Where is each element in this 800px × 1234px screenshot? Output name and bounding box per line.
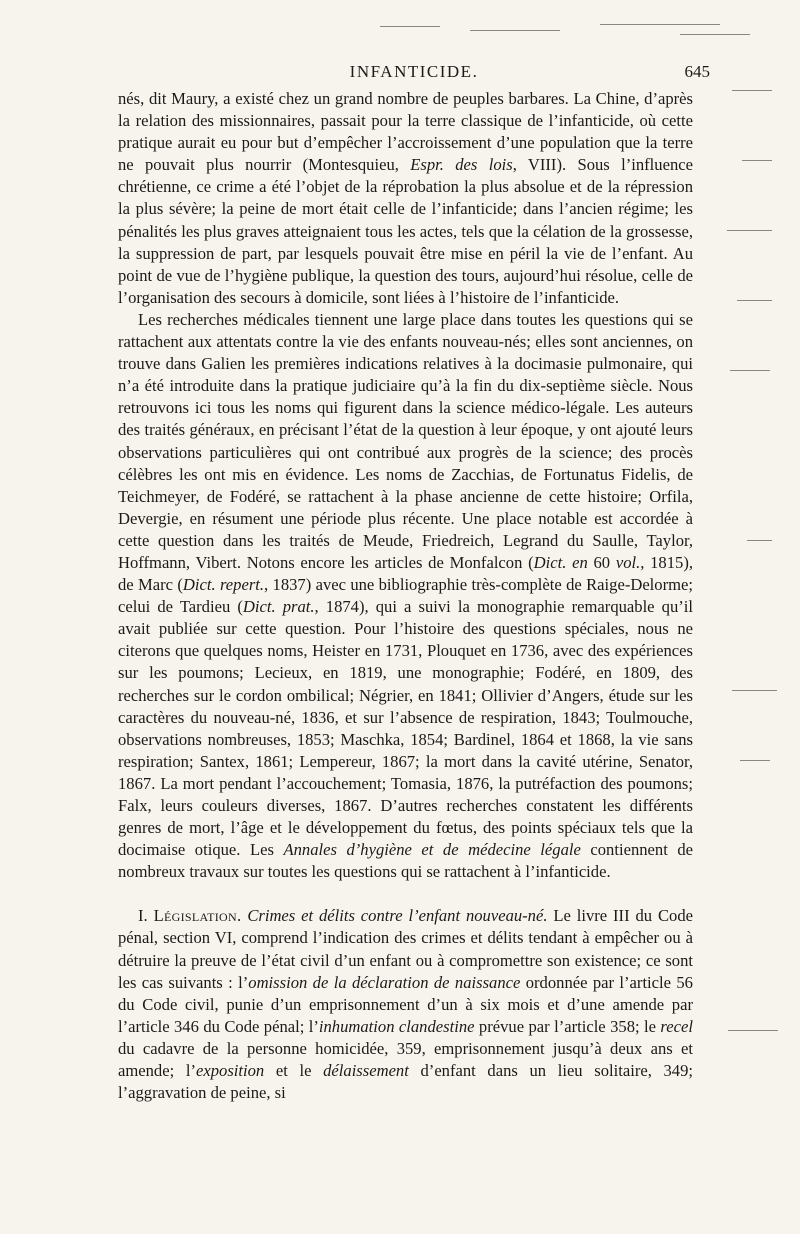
- italic-run: Espr. des lois: [410, 155, 513, 175]
- italic-run: inhumation clandestine: [318, 1016, 475, 1036]
- text-run: , 1837) avec une bibliographie très-complète de Raige-Delorme; celui de Tardieu (: [118, 575, 694, 617]
- paragraph: [118, 309, 693, 883]
- text-run: nés, dit Maury, a existé chez un grand nombre de peuples barbares. La Chine, d’après la relation des missionnaires, passait pour la terre classique de l’infanticide, où cette pratique aurait eu pour but d’empêcher l’accroissement d’une population que la terre ne pouvait plus nourrir (Montesquieu,: [118, 89, 693, 175]
- italic-run: omission de la déclaration de naissance: [248, 972, 521, 992]
- running-title: INFANTICIDE.: [349, 62, 479, 81]
- italic-run: vol.: [615, 552, 641, 572]
- italic-run: Dict. prat.: [242, 597, 315, 617]
- text-run: , 1815), de Marc (: [118, 552, 693, 595]
- text-run: contiennent de nombreux travaux sur toutes les questions qui se rattachent à l’infanticide.: [118, 840, 694, 882]
- paragraph: [118, 88, 693, 309]
- text-run: du cadavre de la personne homicidée, 359, emprisonnement jusqu’à deux ans et amende; l’: [118, 1038, 693, 1081]
- text-run: prévue par l’article 358; le: [474, 1016, 661, 1036]
- text-run: ordonnée par l’article 56 du Code civil, punie d’un emprisonnement d’un à six mois et d’une amende par l’article 346 du Code pénal; l’: [118, 972, 693, 1036]
- italic-run: Crimes et délits contre l’enfant nouveau-né.: [247, 906, 548, 926]
- body-text: [118, 88, 693, 1104]
- italic-run: Dict. repert.: [182, 575, 265, 595]
- italic-run: recel: [660, 1016, 693, 1036]
- text-run: , VIII). Sous l’influence chrétienne, ce crime a été l’objet de la réprobation la plus absolue et de la répression la plus sévère; la peine de mort était celle de l’infanticide; dans l’ancien régime; les pénalités les plus graves atteignaient tous les actes, tels que la célation de la grossesse, la suppression de part, par lesquels pouvait être mise en péril la vie de l’enfant. Au point de vue de l’hygiène publique, la question des tours, aujourd’hui résolue, celle de l’organisation des secours à domicile, sont liées à l’histoire de l’infanticide.: [118, 155, 693, 307]
- smallcaps-run: Législation.: [153, 906, 242, 926]
- text-run: Le livre III du Code pénal, section VI, comprend l’indication des crimes et délits tendant à empêcher ou à détruire la preuve de l’état civil d’un enfant ou à compromettre son existence; ce sont les cas suivants : l’: [118, 906, 693, 992]
- text-run: I.: [138, 906, 154, 926]
- italic-run: exposition: [196, 1061, 265, 1081]
- text-run: , 1874), qui a suivi la monographie remarquable qu’il avait publiée sur cette question. Pour l’histoire des questions spéciales, nous ne citerons que quelques noms, Heister en 1731, Plouquet en 1736, avec des expériences sur les poumons; Lecieux, en 1819, une monographie; Fodéré, en 1809, des recherches sur le cordon ombilical; Négrier, en 1841; Ollivier d’Angers, étude sur les caractères du nouveau-né, 1836, et sur l’absence de respiration, 1843; Toulmouche, observations nombreuses, 1853; Maschka, 1854; Bardinel, 1864 et 1868, la vie sans respiration; Santex, 1861; Lempereur, 1867; la mort dans la cavité utérine, Senator, 1867. La mort pendant l’accouchement; Tomasia, 1876, la putréfaction des poumons; Falx, leurs couleurs diverses, 1867. D’autres recherches constatent les différents genres de mort, l’âge et le développement du fœtus, des points spéciaux tels que la docimaise otique. Les: [118, 597, 693, 860]
- text-run: et le: [264, 1061, 324, 1081]
- page-number: 645: [684, 62, 710, 81]
- text-run: 60: [587, 552, 616, 572]
- print-specks-top: [300, 20, 780, 60]
- page-header: [118, 62, 710, 86]
- print-specks-margin: [722, 0, 792, 1234]
- italic-run: Annales d’hygiène et de médecine légale: [283, 840, 581, 860]
- text-run: Les recherches médicales tiennent une large place dans toutes les questions qui se rattachent aux attentats contre la vie des enfants nouveau-nés; elles sont anciennes, on trouve dans Galien les premières indications relatives à la docimasie pulmonaire, qui n’a été introduite dans la pratique judiciaire qu’à la fin du dix-septième siècle. Nous retrouvons ici tous les noms qui figurent dans la science médico-légale. Les auteurs des traités généraux, en précisant l’état de la question à leur époque, y ont ajouté leurs observations particulières qui ont contribué aux progrès de la science; des procès célèbres les ont mis en évidence. Les noms de Zacchias, de Fortunatus Fidelis, de Teichmeyer, de Fodéré, se rattachent à la phase ancienne de cette histoire; Orfila, Devergie, en résument une période plus récente. Une place notable est accordée à cette question dans les traités de Meude, Friedreich, Legrand du Saulle, Taylor, Hoffmann, Vibert. Notons encore les articles de Monfalcon (: [118, 309, 693, 572]
- italic-run: délaissement: [323, 1061, 409, 1081]
- section-paragraph: [118, 905, 693, 1104]
- text-run: d’enfant dans un lieu solitaire, 349; l’aggravation de peine, si: [118, 1061, 694, 1103]
- italic-run: Dict. en: [533, 552, 588, 572]
